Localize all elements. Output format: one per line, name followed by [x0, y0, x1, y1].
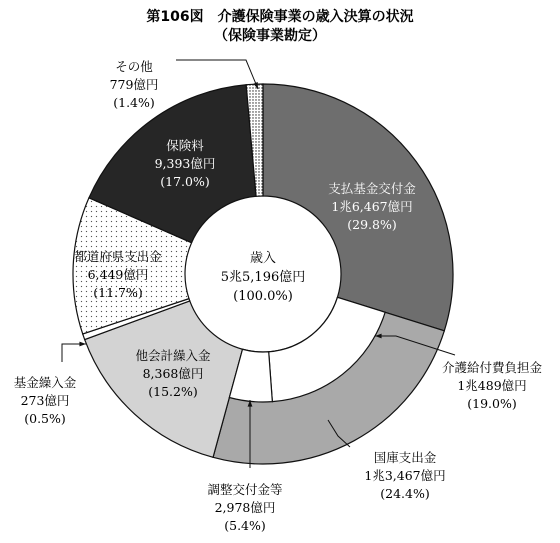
center-label-pct: (100.0%) [233, 289, 293, 304]
slice-label-6-pct-label: (11.7%) [93, 285, 143, 300]
slice-label-0-amount: 1兆6,467億円 [331, 199, 413, 214]
center-label-name: 歳入 [249, 251, 277, 266]
slice-label-4-amount: 8,368億円 [142, 366, 204, 381]
slice-label-4-pct-label: (15.2%) [148, 384, 198, 399]
slice-label-8-pct-label: (1.4%) [113, 95, 155, 110]
slice-label-0-name: 支払基金交付金 [328, 181, 416, 196]
slice-label-4-name: 他会計繰入金 [135, 348, 211, 363]
slice-label-1-pct-label: (19.0%) [467, 396, 517, 411]
slice-label-6-name: 都道府県支出金 [74, 249, 162, 264]
slice-label-8-amount: 779億円 [109, 77, 159, 92]
slice-label-8-name: その他 [115, 59, 153, 74]
slice-label-5-name: 基金繰入金 [13, 375, 77, 390]
chart-title: 第106図 介護保険事業の歳入決算の状況 [146, 9, 414, 25]
leader-fund-arrow [79, 342, 86, 347]
slice-label-5-pct-label: (0.5%) [24, 411, 66, 426]
slice-label-2-amount: 1兆3,467億円 [364, 468, 446, 483]
slice-label-6-amount: 6,449億円 [87, 267, 149, 282]
center-label-value: 5兆5,196億円 [220, 270, 306, 285]
slice-label-0-pct-label: (29.8%) [347, 217, 397, 232]
slice-label-7-name: 保険料 [166, 138, 204, 153]
slice-label-7-amount: 9,393億円 [154, 156, 216, 171]
slice-label-5-amount: 273億円 [20, 393, 70, 408]
slice-label-2-pct-label: (24.4%) [380, 486, 430, 501]
slice-label-3-amount: 2,978億円 [214, 500, 276, 515]
slice-label-1-amount: 1兆489億円 [457, 378, 527, 393]
chart-subtitle: （保険事業勘定） [214, 28, 326, 44]
leader-fund [62, 344, 86, 362]
slice-label-2-name: 国庫支出金 [373, 450, 437, 465]
slice-label-3-pct-label: (5.4%) [224, 518, 266, 533]
slice-label-1-name: 介護給付費負担金 [441, 360, 543, 375]
slice-label-3-name: 調整交付金等 [207, 482, 283, 497]
slice-label-7-pct-label: (17.0%) [160, 174, 210, 189]
